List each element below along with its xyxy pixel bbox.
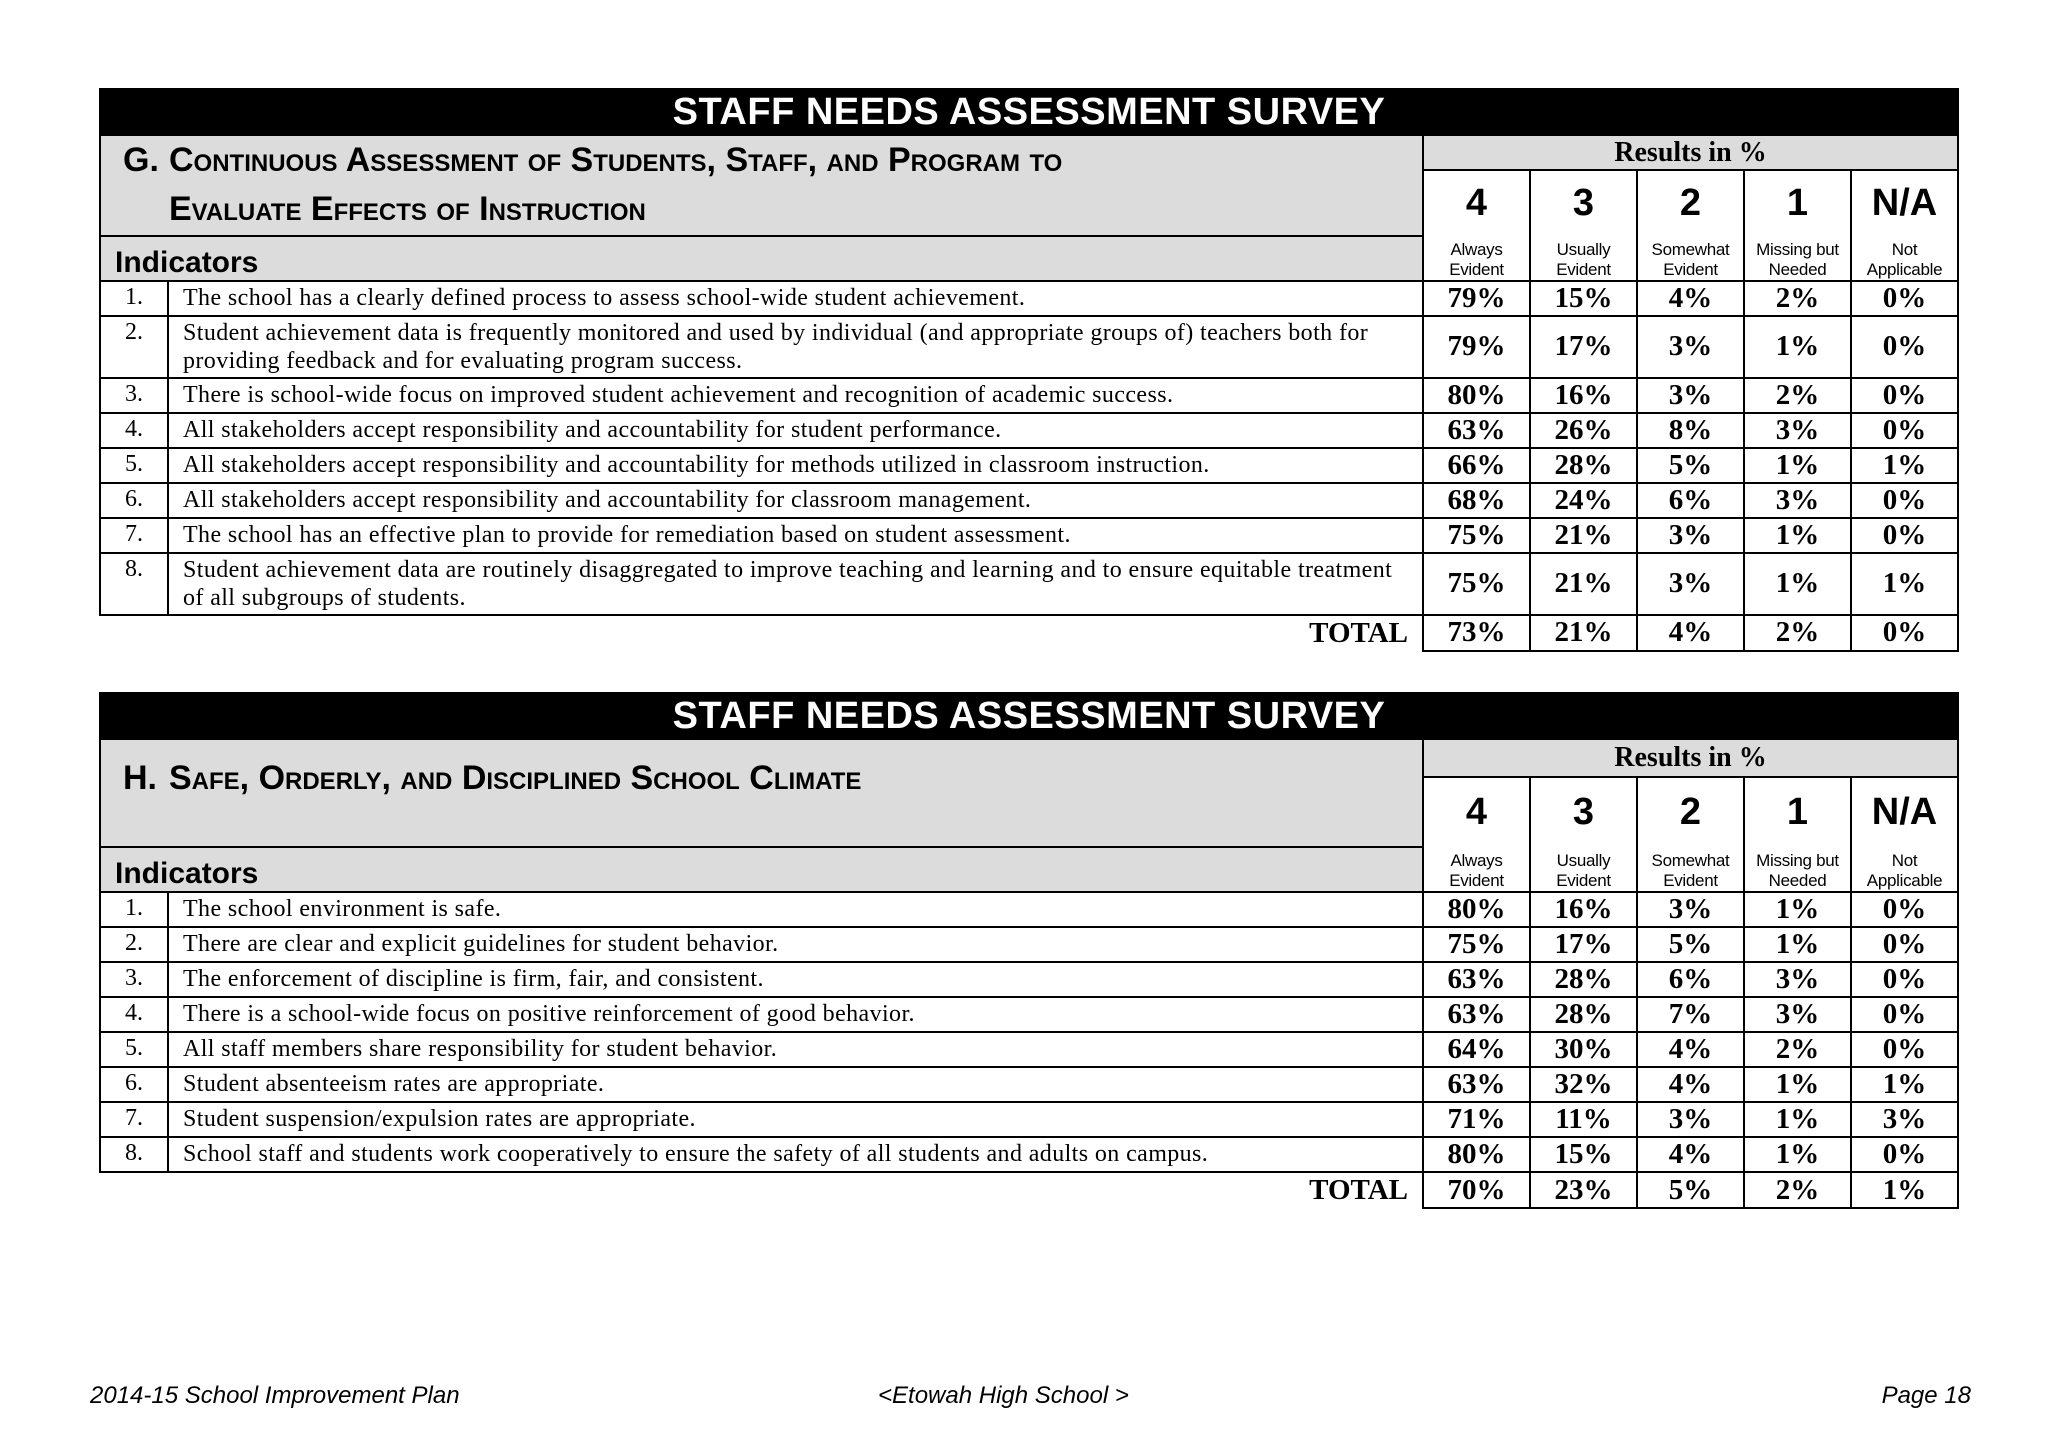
- result-percent: 5%: [1637, 927, 1744, 962]
- result-percent: 3%: [1744, 962, 1851, 997]
- indicators-header: Indicators: [100, 847, 1423, 892]
- indicator-number: 6.: [100, 483, 168, 518]
- indicator-text: All stakeholders accept responsibility and accountability for student performance.: [168, 413, 1423, 448]
- result-percent: 1%: [1744, 927, 1851, 962]
- result-percent: 1%: [1744, 1067, 1851, 1102]
- total-percent: 1%: [1851, 1172, 1958, 1208]
- score-desc-line1: Always: [1450, 851, 1503, 870]
- result-percent: 1%: [1744, 1137, 1851, 1172]
- score-level: 1: [1744, 777, 1851, 847]
- results-header: Results in %: [1423, 135, 1958, 170]
- indicator-row: [100, 1137, 1958, 1172]
- result-percent: 5%: [1637, 448, 1744, 483]
- section-title-line2: Evaluate Effects of Instruction: [169, 190, 646, 229]
- score-desc-line2: Applicable: [1866, 871, 1943, 890]
- result-percent: 3%: [1851, 1102, 1958, 1137]
- result-percent: 2%: [1744, 378, 1851, 413]
- score-level-description: [1851, 236, 1958, 281]
- indicator-text: All stakeholders accept responsibility and accountability for classroom management.: [168, 483, 1423, 518]
- indicator-row: [100, 962, 1958, 997]
- result-percent: 1%: [1744, 316, 1851, 378]
- result-percent: 4%: [1637, 1032, 1744, 1067]
- result-percent: 11%: [1530, 1102, 1637, 1137]
- result-percent: 1%: [1744, 1102, 1851, 1137]
- total-percent: 4%: [1637, 615, 1744, 651]
- result-percent: 32%: [1530, 1067, 1637, 1102]
- section-title: [100, 739, 1423, 847]
- indicator-text: The school environment is safe.: [168, 892, 1423, 927]
- score-level: 2: [1637, 170, 1744, 235]
- total-percent: 70%: [1423, 1172, 1530, 1208]
- survey-banner: STAFF NEEDS ASSESSMENT SURVEY: [100, 693, 1958, 739]
- indicator-number: 3.: [100, 962, 168, 997]
- result-percent: 71%: [1423, 1102, 1530, 1137]
- score-desc-line2: Needed: [1768, 871, 1827, 890]
- result-percent: 63%: [1423, 962, 1530, 997]
- score-desc-line2: Applicable: [1866, 259, 1943, 279]
- indicator-text: There are clear and explicit guidelines for student behavior.: [168, 927, 1423, 962]
- total-percent: 2%: [1744, 1172, 1851, 1208]
- result-percent: 15%: [1530, 281, 1637, 316]
- score-desc-line1: Somewhat: [1651, 239, 1730, 259]
- result-percent: 17%: [1530, 316, 1637, 378]
- indicator-number: 1.: [100, 892, 168, 927]
- result-percent: 1%: [1851, 553, 1958, 615]
- result-percent: 3%: [1637, 518, 1744, 553]
- score-desc-line1: Not: [1891, 851, 1918, 870]
- section-letter: G.: [123, 141, 159, 179]
- score-level-description: [1744, 847, 1851, 892]
- score-level: N/A: [1851, 170, 1958, 235]
- result-percent: 28%: [1530, 997, 1637, 1032]
- result-percent: 0%: [1851, 483, 1958, 518]
- indicator-number: 7.: [100, 1102, 168, 1137]
- score-desc-line1: Always: [1450, 239, 1503, 259]
- score-desc-line2: Evident: [1449, 259, 1504, 279]
- indicator-number: 2.: [100, 316, 168, 378]
- indicator-row: [100, 281, 1958, 316]
- indicator-number: 3.: [100, 378, 168, 413]
- indicator-number: 5.: [100, 1032, 168, 1067]
- indicator-row: [100, 483, 1958, 518]
- score-desc-line1: Missing but: [1756, 851, 1839, 870]
- indicator-text: Student achievement data are routinely disaggregated to improve teaching and learning and to ensure equitable treatment of all subgroups of students.: [168, 553, 1423, 615]
- indicator-row: [100, 378, 1958, 413]
- result-percent: 3%: [1637, 1102, 1744, 1137]
- result-percent: 0%: [1851, 413, 1958, 448]
- result-percent: 1%: [1744, 553, 1851, 615]
- score-level-description: [1637, 847, 1744, 892]
- total-percent: 23%: [1530, 1172, 1637, 1208]
- result-percent: 8%: [1637, 413, 1744, 448]
- section-title-line1: Safe, Orderly, and Disciplined School Climate: [169, 759, 862, 797]
- result-percent: 4%: [1637, 281, 1744, 316]
- score-desc-line2: Evident: [1556, 259, 1611, 279]
- result-percent: 79%: [1423, 316, 1530, 378]
- result-percent: 16%: [1530, 378, 1637, 413]
- result-percent: 2%: [1744, 1032, 1851, 1067]
- result-percent: 75%: [1423, 927, 1530, 962]
- indicator-row: [100, 518, 1958, 553]
- score-desc-line1: Missing but: [1756, 239, 1839, 259]
- indicator-number: 1.: [100, 281, 168, 316]
- result-percent: 24%: [1530, 483, 1637, 518]
- survey-table-g: [99, 88, 1959, 652]
- score-desc-line2: Evident: [1556, 871, 1611, 890]
- score-level-description: [1423, 847, 1530, 892]
- result-percent: 0%: [1851, 892, 1958, 927]
- score-level-description: [1851, 847, 1958, 892]
- total-percent: 21%: [1530, 615, 1637, 651]
- score-level-description: [1530, 236, 1637, 281]
- result-percent: 0%: [1851, 518, 1958, 553]
- result-percent: 0%: [1851, 962, 1958, 997]
- indicator-number: 8.: [100, 1137, 168, 1172]
- result-percent: 0%: [1851, 378, 1958, 413]
- score-desc-line2: Evident: [1663, 871, 1718, 890]
- result-percent: 0%: [1851, 316, 1958, 378]
- indicator-row: [100, 413, 1958, 448]
- score-desc-line2: Needed: [1768, 259, 1827, 279]
- indicator-text: Student absenteeism rates are appropriate.: [168, 1067, 1423, 1102]
- result-percent: 15%: [1530, 1137, 1637, 1172]
- survey-banner: STAFF NEEDS ASSESSMENT SURVEY: [100, 89, 1958, 135]
- result-percent: 0%: [1851, 1032, 1958, 1067]
- indicators-header: Indicators: [100, 236, 1423, 281]
- indicator-row: [100, 997, 1958, 1032]
- section-title: [100, 135, 1423, 236]
- result-percent: 68%: [1423, 483, 1530, 518]
- result-percent: 80%: [1423, 378, 1530, 413]
- result-percent: 3%: [1637, 316, 1744, 378]
- result-percent: 3%: [1637, 553, 1744, 615]
- result-percent: 6%: [1637, 483, 1744, 518]
- indicator-number: 2.: [100, 927, 168, 962]
- result-percent: 0%: [1851, 1137, 1958, 1172]
- total-percent: 5%: [1637, 1172, 1744, 1208]
- indicator-number: 4.: [100, 413, 168, 448]
- score-level: 3: [1530, 777, 1637, 847]
- indicator-number: 4.: [100, 997, 168, 1032]
- total-percent: 0%: [1851, 615, 1958, 651]
- score-level-description: [1530, 847, 1637, 892]
- result-percent: 63%: [1423, 413, 1530, 448]
- result-percent: 6%: [1637, 962, 1744, 997]
- indicator-row: [100, 1102, 1958, 1137]
- result-percent: 63%: [1423, 997, 1530, 1032]
- result-percent: 4%: [1637, 1137, 1744, 1172]
- section-title-line1: Continuous Assessment of Students, Staff, and Program to: [169, 141, 1063, 179]
- score-level-description: [1423, 236, 1530, 281]
- result-percent: 17%: [1530, 927, 1637, 962]
- score-level: N/A: [1851, 777, 1958, 847]
- total-label: TOTAL: [100, 1172, 1423, 1208]
- indicator-text: There is a school-wide focus on positive reinforcement of good behavior.: [168, 997, 1423, 1032]
- result-percent: 1%: [1851, 448, 1958, 483]
- indicator-number: 6.: [100, 1067, 168, 1102]
- indicator-row: [100, 1032, 1958, 1067]
- result-percent: 28%: [1530, 962, 1637, 997]
- result-percent: 16%: [1530, 892, 1637, 927]
- score-desc-line1: Usually: [1556, 239, 1611, 259]
- result-percent: 75%: [1423, 553, 1530, 615]
- indicator-row: [100, 927, 1958, 962]
- result-percent: 3%: [1637, 892, 1744, 927]
- total-percent: 2%: [1744, 615, 1851, 651]
- result-percent: 21%: [1530, 518, 1637, 553]
- indicator-row: [100, 892, 1958, 927]
- result-percent: 63%: [1423, 1067, 1530, 1102]
- score-level-description: [1637, 236, 1744, 281]
- indicator-number: 7.: [100, 518, 168, 553]
- result-percent: 75%: [1423, 518, 1530, 553]
- result-percent: 1%: [1744, 518, 1851, 553]
- score-level-description: [1744, 236, 1851, 281]
- result-percent: 3%: [1744, 413, 1851, 448]
- indicator-text: There is school-wide focus on improved student achievement and recognition of academic success.: [168, 378, 1423, 413]
- indicator-number: 8.: [100, 553, 168, 615]
- result-percent: 26%: [1530, 413, 1637, 448]
- result-percent: 7%: [1637, 997, 1744, 1032]
- indicator-text: The school has an effective plan to provide for remediation based on student assessment.: [168, 518, 1423, 553]
- indicator-row: [100, 316, 1958, 378]
- result-percent: 3%: [1744, 997, 1851, 1032]
- results-header: Results in %: [1423, 739, 1958, 777]
- result-percent: 2%: [1744, 281, 1851, 316]
- score-desc-line2: Evident: [1449, 871, 1504, 890]
- result-percent: 21%: [1530, 553, 1637, 615]
- indicator-text: The enforcement of discipline is firm, fair, and consistent.: [168, 962, 1423, 997]
- total-percent: 73%: [1423, 615, 1530, 651]
- result-percent: 3%: [1637, 378, 1744, 413]
- result-percent: 1%: [1744, 892, 1851, 927]
- result-percent: 0%: [1851, 927, 1958, 962]
- footer-school-name: <Etowah High School >: [878, 1382, 1129, 1409]
- indicator-row: [100, 1067, 1958, 1102]
- footer-page-number: Page 18: [1881, 1382, 1971, 1409]
- result-percent: 66%: [1423, 448, 1530, 483]
- result-percent: 0%: [1851, 281, 1958, 316]
- score-desc-line2: Evident: [1663, 259, 1718, 279]
- result-percent: 0%: [1851, 997, 1958, 1032]
- result-percent: 80%: [1423, 892, 1530, 927]
- section-letter: H.: [123, 759, 157, 797]
- result-percent: 28%: [1530, 448, 1637, 483]
- indicator-text: School staff and students work cooperatively to ensure the safety of all students and adults on campus.: [168, 1137, 1423, 1172]
- result-percent: 3%: [1744, 483, 1851, 518]
- result-percent: 1%: [1744, 448, 1851, 483]
- result-percent: 4%: [1637, 1067, 1744, 1102]
- indicator-text: The school has a clearly defined process to assess school-wide student achievement.: [168, 281, 1423, 316]
- score-desc-line1: Somewhat: [1651, 851, 1730, 870]
- score-level: 3: [1530, 170, 1637, 235]
- score-level: 2: [1637, 777, 1744, 847]
- survey-table-h: [99, 692, 1959, 1209]
- result-percent: 30%: [1530, 1032, 1637, 1067]
- indicator-row: [100, 448, 1958, 483]
- indicator-text: Student achievement data is frequently monitored and used by individual (and appropriate groups of) teachers both for providing feedback and for evaluating program success.: [168, 316, 1423, 378]
- result-percent: 64%: [1423, 1032, 1530, 1067]
- footer-plan-title: 2014-15 School Improvement Plan: [90, 1382, 460, 1409]
- indicator-text: All stakeholders accept responsibility and accountability for methods utilized in classroom instruction.: [168, 448, 1423, 483]
- result-percent: 1%: [1851, 1067, 1958, 1102]
- score-level: 1: [1744, 170, 1851, 235]
- indicator-text: All staff members share responsibility for student behavior.: [168, 1032, 1423, 1067]
- result-percent: 80%: [1423, 1137, 1530, 1172]
- total-label: TOTAL: [100, 615, 1423, 651]
- score-level: 4: [1423, 170, 1530, 235]
- score-level: 4: [1423, 777, 1530, 847]
- result-percent: 79%: [1423, 281, 1530, 316]
- indicator-row: [100, 553, 1958, 615]
- indicator-text: Student suspension/expulsion rates are appropriate.: [168, 1102, 1423, 1137]
- indicator-number: 5.: [100, 448, 168, 483]
- score-desc-line1: Usually: [1556, 851, 1611, 870]
- score-desc-line1: Not: [1891, 239, 1918, 259]
